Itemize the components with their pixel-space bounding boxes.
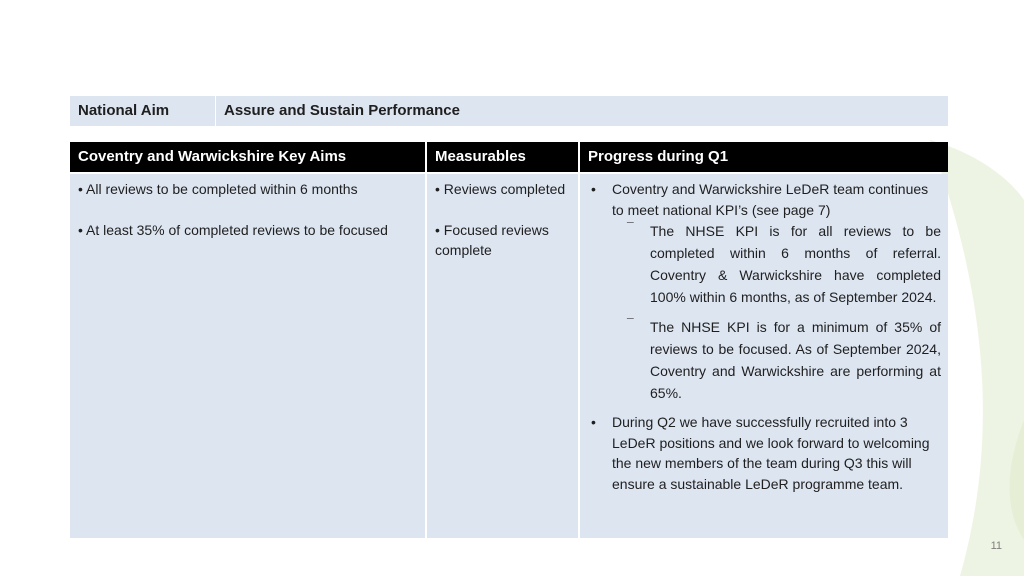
bullet-glyph: • xyxy=(591,414,596,430)
key-aims-cell xyxy=(70,174,427,538)
header-progress: Progress during Q1 xyxy=(588,148,729,165)
key-aim-item: • At least 35% of completed reviews to be focused xyxy=(78,221,388,238)
measurable-item: • Focused reviews complete xyxy=(435,221,549,258)
progress-sub-text: The NHSE KPI is for a minimum of 35% of reviews to be focused. As of September 2024, Coventry and Warwickshire are performing at 65%. xyxy=(650,319,941,401)
header-key-aims: Coventry and Warwickshire Key Aims xyxy=(70,142,427,172)
progress-bullet-text: Coventry and Warwickshire LeDeR team continues to meet national KPI’s (see page 7) xyxy=(612,181,929,218)
progress-bullet xyxy=(588,179,941,404)
header-measurables: Measurables xyxy=(427,142,580,172)
page-number: 11 xyxy=(990,540,1002,552)
progress-bullet-text: During Q2 we have successfully recruited into 3 LeDeR positions and we look forward to welcoming the new members of the team during Q3 this will ensure a sustainable LeDeR programme team. xyxy=(612,414,930,492)
national-aim-table xyxy=(70,96,948,126)
progress-cell xyxy=(580,174,948,538)
measurables-cell xyxy=(427,174,580,538)
table-header-row xyxy=(70,142,948,172)
progress-sub-item xyxy=(612,220,941,308)
key-aims-table xyxy=(70,142,948,538)
national-aim-value: Assure and Sustain Performance xyxy=(224,102,460,119)
bullet-glyph: • xyxy=(591,181,596,197)
dash-glyph: ¯ xyxy=(627,316,634,330)
progress-sub-text: The NHSE KPI is for all reviews to be completed within 6 months of referral. Coventry & Warwickshire have completed 100% within 6 months, as of September 2024. xyxy=(650,223,941,305)
progress-bullet xyxy=(588,412,941,494)
key-aim-item: • All reviews to be completed within 6 months xyxy=(78,181,358,197)
national-aim-label: National Aim xyxy=(70,96,216,126)
table-row xyxy=(70,174,948,538)
dash-glyph: ¯ xyxy=(627,220,634,234)
progress-sub-item xyxy=(612,316,941,404)
measurable-item: • Reviews completed xyxy=(435,181,566,197)
